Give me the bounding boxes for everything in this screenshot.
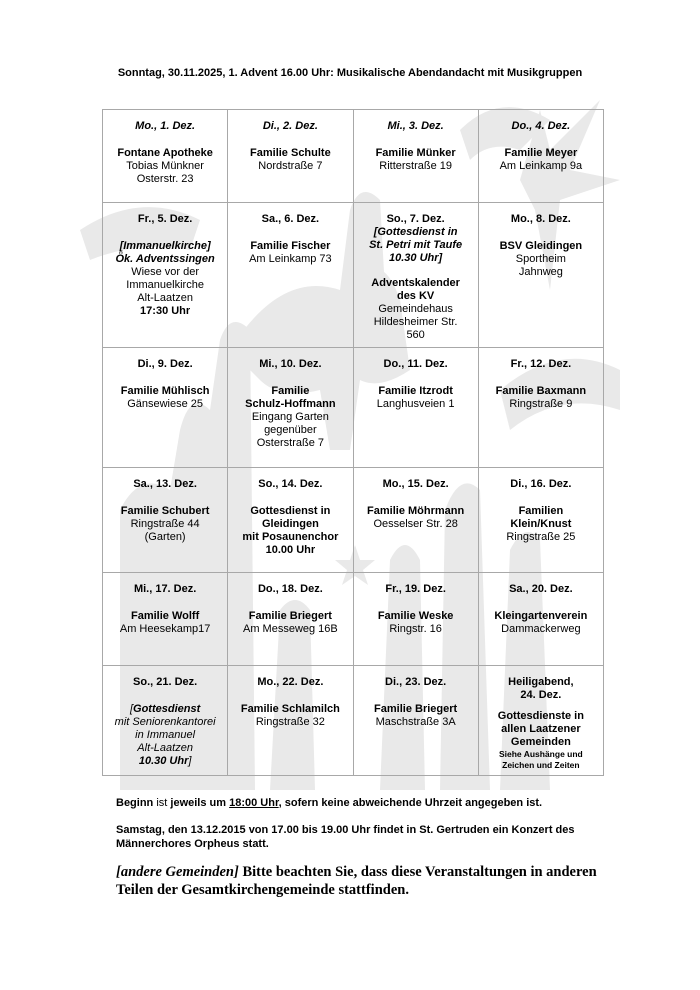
cell-address: Maschstraße 3A: [375, 716, 456, 728]
cell-service: mit Posaunenchor: [242, 531, 339, 543]
cell-detail: Sportheim: [515, 253, 566, 265]
cell-address: Ringstraße 9: [509, 398, 573, 410]
cell-host: Familien: [518, 505, 564, 517]
calendar-row: [103, 573, 604, 666]
cell-host: Klein/Knust: [510, 518, 572, 530]
cell-host: Familie Mühlisch: [120, 385, 210, 397]
calendar-cell: [103, 573, 228, 666]
cell-address: Osterstr. 23: [136, 173, 194, 185]
cell-date: 24. Dez.: [520, 689, 562, 701]
cell-date: Sa., 20. Dez.: [509, 583, 573, 595]
cell-address: Hildesheimer Str.: [373, 316, 458, 328]
calendar-cell: [353, 110, 478, 203]
calendar-cell: [353, 468, 478, 573]
cell-address: Ringstraße 25: [506, 531, 576, 543]
cell-note: Siehe Aushänge und: [498, 749, 583, 759]
concert-note: Samstag, den 13.12.2015 von 17.00 bis 19.00 Uhr findet in St. Gertruden ein Konzert des Männerchores Orpheus statt.: [116, 824, 575, 850]
cell-note: Zeichen und Zeiten: [502, 760, 580, 770]
cell-host: Familie Fischer: [250, 240, 331, 252]
cell-address: Dammackerweg: [501, 623, 581, 635]
cell-date: Heiligabend,: [508, 676, 574, 688]
cell-detail: Wiese vor der: [131, 266, 200, 278]
cell-host: Kleingartenverein: [494, 610, 588, 622]
cell-date: Di., 9. Dez.: [137, 358, 193, 370]
cell-detail: Immanuelkirche: [126, 279, 204, 291]
page-header: Sonntag, 30.11.2025, 1. Advent 16.00 Uhr: Musikalische Abendandacht mit Musikgruppen: [117, 67, 583, 79]
calendar-cell: [228, 573, 353, 666]
calendar-cell: [478, 110, 603, 203]
calendar-cell: [228, 348, 353, 468]
calendar-cell: [353, 203, 478, 348]
cell-host: Fontane Apotheke: [117, 147, 213, 159]
cell-date: So., 14. Dez.: [258, 478, 323, 490]
cell-detail: Tobias Münkner: [126, 160, 204, 172]
cell-host: Familie Weske: [377, 610, 454, 622]
calendar-cell: [478, 573, 603, 666]
cell-host: Schulz-Hoffmann: [245, 398, 336, 410]
calendar-cell: [353, 666, 478, 776]
cell-host: Familie Briegert: [248, 610, 332, 622]
cell-detail: (Garten): [144, 531, 186, 543]
cell-detail: gegenüber: [264, 424, 317, 436]
cell-address: Am Leinkamp 73: [249, 253, 332, 265]
cell-date: So., 7. Dez.: [386, 213, 445, 225]
cell-address: Ringstraße 44: [130, 518, 200, 530]
cell-host: Familie Schulte: [250, 147, 331, 159]
cell-date: Do., 11. Dez.: [383, 358, 448, 370]
cell-address: Ritterstraße 19: [379, 160, 452, 172]
cell-date: Do., 18. Dez.: [257, 583, 323, 595]
cell-address: Ringstraße 32: [255, 716, 325, 728]
cell-host: Familie Möhrmann: [367, 505, 465, 517]
cell-service: [Gottesdienst: [129, 703, 201, 715]
cell-service: Gemeinden: [510, 736, 571, 748]
cell-service: mit Seniorenkantorei: [114, 716, 216, 728]
calendar-cell: [478, 468, 603, 573]
cell-date: Mo., 1. Dez.: [135, 120, 196, 132]
cell-date: Mi., 17. Dez.: [133, 583, 197, 595]
cell-date: Do., 4. Dez.: [511, 120, 571, 132]
cell-date: Mo., 8. Dez.: [510, 213, 571, 225]
cell-host: Adventskalender: [371, 277, 460, 289]
cell-date: Mi., 3. Dez.: [387, 120, 444, 132]
cell-service: Gottesdienste in: [497, 710, 584, 722]
cell-host: Familie: [271, 385, 310, 397]
cell-host: Familie Schlamilch: [240, 703, 340, 715]
calendar-cell: [103, 110, 228, 203]
cell-time: 10.00 Uhr: [265, 544, 316, 556]
cell-host: Familie Briegert: [374, 703, 458, 715]
cell-service: Gleidingen: [261, 518, 319, 530]
cell-date: Fr., 19. Dez.: [385, 583, 446, 595]
cell-date: Di., 23. Dez.: [385, 676, 447, 688]
cell-date: Mo., 22. Dez.: [257, 676, 324, 688]
cell-address: Nordstraße 7: [258, 160, 323, 172]
cell-date: Di., 2. Dez.: [262, 120, 318, 132]
cell-service: [Gottesdienst in: [373, 226, 458, 238]
calendar-row: [103, 468, 604, 573]
cell-service: allen Laatzener: [501, 723, 581, 735]
cell-host: Familie Itzrodt: [378, 385, 453, 397]
calendar-cell: [228, 203, 353, 348]
cell-date: Sa., 13. Dez.: [133, 478, 197, 490]
cell-date: Sa., 6. Dez.: [261, 213, 320, 225]
cell-service-time: 10.30 Uhr]: [389, 252, 443, 264]
calendar-cell: [103, 203, 228, 348]
cell-service: Alt-Laatzen: [137, 742, 193, 754]
calendar-row: [103, 666, 604, 776]
cell-service: Gottesdienst in: [250, 505, 331, 517]
cell-address: Ringstr. 16: [389, 623, 442, 635]
cell-time: 10.30 Uhr]: [138, 755, 192, 767]
calendar-cell: [103, 348, 228, 468]
cell-host: Familie Meyer: [504, 147, 578, 159]
cell-address: Am Heesekamp17: [119, 623, 211, 635]
calendar-cell: [103, 666, 228, 776]
cell-detail: Eingang Garten: [251, 411, 329, 423]
cell-host: Ök. Adventssingen: [115, 253, 215, 265]
cell-detail: Alt-Laatzen: [137, 292, 193, 304]
cell-address: Am Messeweg 16B: [242, 623, 338, 635]
cell-address: Jahnweg: [518, 266, 563, 278]
cell-date: Mi., 10. Dez.: [259, 358, 322, 370]
calendar-row: [103, 203, 604, 348]
calendar-row: [103, 110, 604, 203]
cell-date: So., 21. Dez.: [133, 676, 198, 688]
calendar-cell: [353, 573, 478, 666]
cell-service: in Immanuel: [135, 729, 196, 741]
cell-address: Langhusveien 1: [376, 398, 455, 410]
cell-date: Di., 16. Dez.: [510, 478, 572, 490]
cell-address: Am Leinkamp 9a: [499, 160, 583, 172]
cell-date: Mo., 15. Dez.: [382, 478, 449, 490]
calendar-cell: [478, 666, 603, 776]
calendar-cell: [228, 468, 353, 573]
cell-time: 17:30 Uhr: [140, 305, 191, 317]
cell-detail: Gemeindehaus: [378, 303, 453, 315]
cell-date: Fr., 5. Dez.: [137, 213, 193, 225]
other-parishes-note: [andere Gemeinden] Bitte beachten Sie, dass diese Veranstaltungen in anderen Teilen der Gesamtkirchengemeinde stattfinden.: [116, 864, 597, 898]
calendar-cell: [353, 348, 478, 468]
cell-host: Familie Wolff: [131, 610, 200, 622]
cell-address: 560: [406, 329, 425, 341]
start-time-note: Beginn ist jeweils um 18:00 Uhr, sofern keine abweichende Uhrzeit angegeben ist.: [116, 797, 543, 809]
calendar-cell: [228, 110, 353, 203]
cell-address: Oesselser Str. 28: [373, 518, 458, 530]
calendar-row: [103, 348, 604, 468]
cell-host: des KV: [396, 290, 435, 302]
cell-host: BSV Gleidingen: [499, 240, 583, 252]
cell-location-tag: [Immanuelkirche]: [119, 240, 211, 252]
calendar-cell: [103, 468, 228, 573]
cell-host: Familie Münker: [375, 147, 456, 159]
calendar-cell: [228, 666, 353, 776]
calendar-cell: [478, 203, 603, 348]
cell-host: Familie Baxmann: [495, 385, 587, 397]
calendar-cell: [478, 348, 603, 468]
cell-address: Osterstraße 7: [256, 437, 324, 449]
cell-address: Gänsewiese 25: [127, 398, 204, 410]
cell-host: Familie Schubert: [120, 505, 210, 517]
advent-calendar-table: [102, 109, 604, 776]
cell-service: St. Petri mit Taufe: [369, 239, 463, 251]
cell-date: Fr., 12. Dez.: [510, 358, 572, 370]
